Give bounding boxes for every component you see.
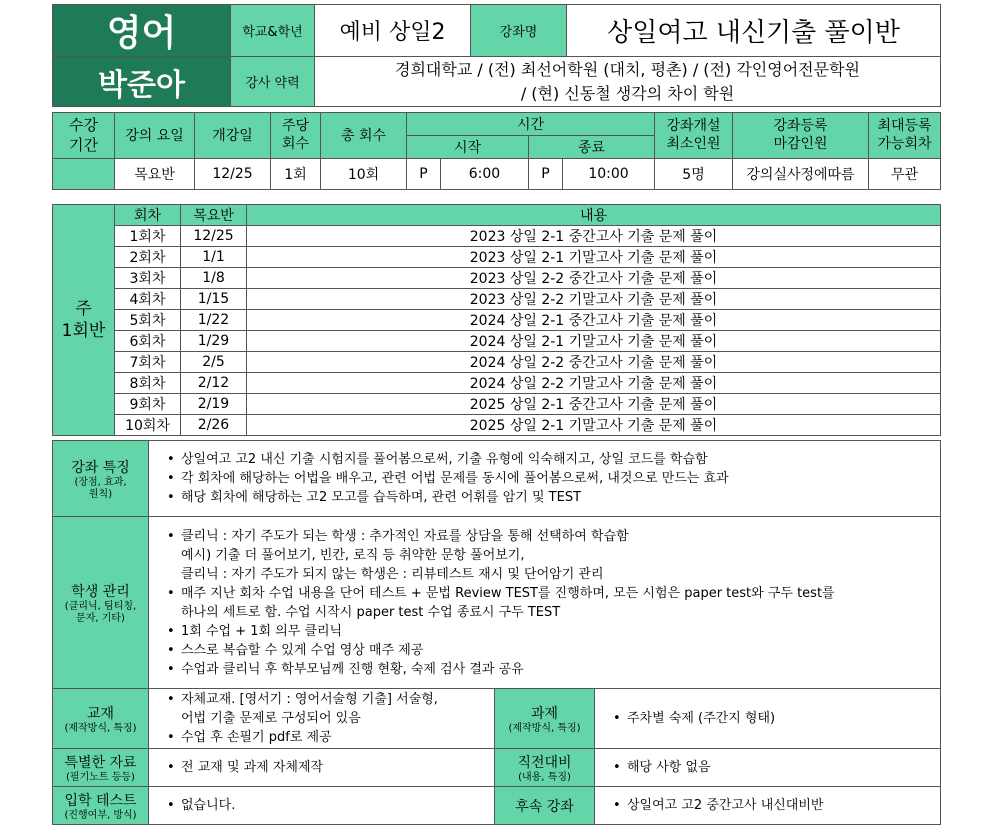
- start-date-value: 12/25: [195, 158, 271, 189]
- teacher-name: 박준아: [98, 67, 185, 103]
- session-date: 2/5: [181, 352, 247, 373]
- textbook-label-cell: [53, 689, 149, 749]
- details-table: [52, 440, 941, 825]
- end-time: 10:00: [563, 158, 655, 189]
- homework-sub: (제작방식, 특징): [508, 722, 581, 734]
- session-row: [53, 394, 941, 415]
- deadline-label-1: 강좌등록: [773, 118, 828, 135]
- col-content: 내용: [247, 205, 941, 226]
- sessions-table: [52, 204, 941, 436]
- prep-label: 직전대비: [517, 754, 572, 771]
- prep-cell: [595, 749, 941, 787]
- prep-list: [603, 758, 940, 777]
- session-row: [53, 373, 941, 394]
- session-number: 8회차: [115, 373, 181, 394]
- min-value: 5명: [655, 158, 733, 189]
- homework-item: • 주차별 숙제 (주간지 형태): [613, 709, 940, 728]
- course-name-label: 강좌명: [471, 5, 567, 57]
- session-content: 2024 상일 2-2 기말고사 기출 문제 풀이: [247, 373, 941, 394]
- session-content: 2025 상일 2-1 중간고사 기출 문제 풀이: [247, 394, 941, 415]
- school-grade: 예비 상일2: [315, 5, 471, 57]
- total-label: 총 회수: [321, 113, 407, 159]
- entry-sub: (진행여부, 방식): [64, 809, 137, 821]
- session-row: [53, 226, 941, 247]
- features-cell: [149, 441, 941, 517]
- special-cell: [149, 749, 495, 787]
- session-date: 2/12: [181, 373, 247, 394]
- session-content: 2024 상일 2-2 중간고사 기출 문제 풀이: [247, 352, 941, 373]
- period-label: [53, 113, 115, 159]
- session-number: 4회차: [115, 289, 181, 310]
- homework-label-cell: [495, 689, 595, 749]
- session-date: 12/25: [181, 226, 247, 247]
- session-content: 2025 상일 2-1 기말고사 기출 문제 풀이: [247, 415, 941, 436]
- management-item: • 매주 지난 회차 수업 내용을 단어 테스트 + 문법 Review TEST를 진행하며, 모든 시험은 paper test와 구두 test를: [167, 584, 940, 603]
- feature-item: • 상일여고 고2 내신 기출 시험지를 풀어봄으로써, 기출 유형에 익숙해지고, 상일 코드를 학습함: [167, 450, 940, 469]
- special-label-cell: [53, 749, 149, 787]
- subject: 영어: [106, 13, 177, 54]
- followup-cell: [595, 787, 941, 825]
- period-label-1: 수강: [69, 116, 98, 135]
- homework-cell: [595, 689, 941, 749]
- entry-item: • 없습니다.: [167, 796, 494, 815]
- school-grade-label: 학교&학년: [231, 5, 315, 57]
- textbook-item: • 자체교재. [영서기 : 영어서술형 기출] 서술형,: [167, 690, 494, 709]
- special-list: [157, 758, 494, 777]
- session-number: 9회차: [115, 394, 181, 415]
- deadline-label-2: 마감인원: [773, 136, 828, 153]
- features-label-cell: [53, 441, 149, 517]
- start-date-label: 개강일: [195, 113, 271, 159]
- entry-list: [157, 796, 494, 815]
- features-label: 강좌 특징: [71, 459, 130, 476]
- side-label-1: 주: [75, 299, 92, 319]
- special-label: 특별한 자료: [64, 754, 137, 771]
- followup-list: [603, 796, 940, 815]
- management-item: • 1회 수업 + 1회 의무 클리닉: [167, 622, 940, 641]
- session-date: 1/8: [181, 268, 247, 289]
- session-content: 2024 상일 2-1 기말고사 기출 문제 풀이: [247, 331, 941, 352]
- session-content: 2023 상일 2-2 기말고사 기출 문제 풀이: [247, 289, 941, 310]
- deadline-label: [733, 113, 869, 159]
- day-value: 목요반: [115, 158, 195, 189]
- time-label: 시간: [407, 113, 655, 136]
- max-value: 무관: [869, 158, 941, 189]
- management-item: • 스스로 복습할 수 있게 수업 영상 매주 제공: [167, 641, 940, 660]
- textbook-sub: (제작방식, 특징): [64, 722, 137, 734]
- bio-line-1: 경희대학교 / (전) 최선어학원 (대치, 평촌) / (전) 각인영어전문학원: [395, 59, 860, 79]
- textbook-text: 어법 기출 문제로 구성되어 있음: [181, 711, 361, 726]
- session-row: [53, 310, 941, 331]
- session-date: 2/19: [181, 394, 247, 415]
- session-number: 5회차: [115, 310, 181, 331]
- session-content: 2023 상일 2-1 기말고사 기출 문제 풀이: [247, 247, 941, 268]
- features-sub-1: (장점, 효과,: [74, 476, 127, 488]
- bio-label: 강사 약력: [231, 57, 315, 107]
- session-date: 1/22: [181, 310, 247, 331]
- management-label: 학생 관리: [71, 583, 130, 600]
- min-label-1: 강좌개설: [666, 118, 721, 135]
- col-date: 목요반: [181, 205, 247, 226]
- session-date: 1/15: [181, 289, 247, 310]
- end-label: 종료: [529, 135, 655, 158]
- textbook-list: [157, 690, 494, 747]
- session-row: [53, 331, 941, 352]
- start-time: 6:00: [441, 158, 529, 189]
- session-content: 2023 상일 2-2 중간고사 기출 문제 풀이: [247, 268, 941, 289]
- bio-line-2: / (현) 신동철 생각의 차이 학원: [520, 83, 735, 103]
- session-number: 10회차: [115, 415, 181, 436]
- session-number: 2회차: [115, 247, 181, 268]
- textbook-item: • 수업 후 손필기 pdf로 제공: [167, 728, 494, 747]
- session-row: [53, 247, 941, 268]
- session-number: 3회차: [115, 268, 181, 289]
- management-label-cell: [53, 517, 149, 689]
- special-item: • 전 교재 및 과제 자체제작: [167, 758, 494, 777]
- session-number: 6회차: [115, 331, 181, 352]
- management-list: [157, 527, 940, 679]
- end-ampm: P: [529, 158, 563, 189]
- deadline-value: 강의실사정에따름: [733, 158, 869, 189]
- teacher-cell: [53, 57, 231, 107]
- subject-cell: [53, 5, 231, 57]
- weekly-label-2: 회수: [281, 136, 310, 153]
- textbook-cell: [149, 689, 495, 749]
- session-content: 2023 상일 2-1 중간고사 기출 문제 풀이: [247, 226, 941, 247]
- course-name: 상일여고 내신기출 풀이반: [567, 5, 941, 57]
- homework-list: [603, 709, 940, 728]
- max-label: [869, 113, 941, 159]
- entry-label-cell: [53, 787, 149, 825]
- management-cell: [149, 517, 941, 689]
- session-content: 2024 상일 2-1 중간고사 기출 문제 풀이: [247, 310, 941, 331]
- total-value: 10회: [321, 158, 407, 189]
- session-row: [53, 289, 941, 310]
- sessions-side-label: [53, 205, 115, 436]
- start-ampm: P: [407, 158, 441, 189]
- period-label-fill: [53, 158, 115, 189]
- max-label-2: 가능회차: [877, 136, 932, 153]
- weekly-label-1: 주당: [281, 118, 310, 135]
- weekly-value: 1회: [271, 158, 321, 189]
- features-sub-2: 원칙): [88, 488, 113, 500]
- day-label: 강의 요일: [115, 113, 195, 159]
- management-text: 예시) 기출 더 풀어보기, 빈칸, 로직 등 취약한 문항 풀어보기,: [181, 547, 525, 563]
- followup-label: 후속 강좌: [515, 798, 574, 815]
- schedule-table: [52, 112, 941, 190]
- feature-item: • 각 회차에 해당하는 어법을 배우고, 관련 어법 문제를 동시에 풀어봄으로써, 내것으로 만드는 효과: [167, 469, 940, 488]
- session-number: 1회차: [115, 226, 181, 247]
- special-sub: (필기노트 등등): [66, 771, 135, 783]
- weekly-label: [271, 113, 321, 159]
- management-text: 클리닉 : 자기 주도가 되지 않는 학생은 : 리뷰테스트 재시 및 단어암기 관리: [181, 566, 604, 582]
- entry-label: 입학 테스트: [64, 792, 137, 809]
- col-session: 회차: [115, 205, 181, 226]
- max-label-1: 최대등록: [877, 118, 932, 135]
- management-item: • 클리닉 : 자기 주도가 되는 학생 : 추가적인 자료를 상담을 통해 선택하여 학습함: [167, 527, 940, 546]
- management-sub-2: 문자, 기타): [76, 612, 125, 624]
- session-row: [53, 268, 941, 289]
- bio-cell: [315, 57, 941, 107]
- side-label-2: 1회반: [61, 321, 106, 341]
- period-label-2: 기간: [69, 136, 98, 155]
- management-text: 하나의 세트로 함. 수업 시작시 paper test 수업 종료시 구두 TEST: [181, 604, 561, 620]
- session-number: 7회차: [115, 352, 181, 373]
- prep-sub: (내용, 특징): [518, 771, 571, 783]
- entry-cell: [149, 787, 495, 825]
- feature-item: • 해당 회차에 해당하는 고2 모고를 습득하며, 관련 어휘를 암기 및 TEST: [167, 488, 940, 507]
- start-label: 시작: [407, 135, 529, 158]
- min-label-2: 최소인원: [666, 136, 721, 153]
- session-date: 1/1: [181, 247, 247, 268]
- session-date: 2/26: [181, 415, 247, 436]
- min-label: [655, 113, 733, 159]
- session-row: [53, 352, 941, 373]
- prep-label-cell: [495, 749, 595, 787]
- management-item: • 수업과 클리닉 후 학부모님께 진행 현황, 숙제 검사 결과 공유: [167, 660, 940, 679]
- features-list: [157, 450, 940, 507]
- prep-item: • 해당 사항 없음: [613, 758, 940, 777]
- management-sub-1: (클리닉, 팀티칭,: [64, 600, 137, 612]
- header-table: [52, 4, 941, 107]
- followup-label-cell: [495, 787, 595, 825]
- followup-item: • 상일여고 고2 중간고사 내신대비반: [613, 796, 940, 815]
- textbook-label: 교재: [86, 705, 115, 722]
- session-row: [53, 415, 941, 436]
- homework-label: 과제: [530, 705, 559, 722]
- session-date: 1/29: [181, 331, 247, 352]
